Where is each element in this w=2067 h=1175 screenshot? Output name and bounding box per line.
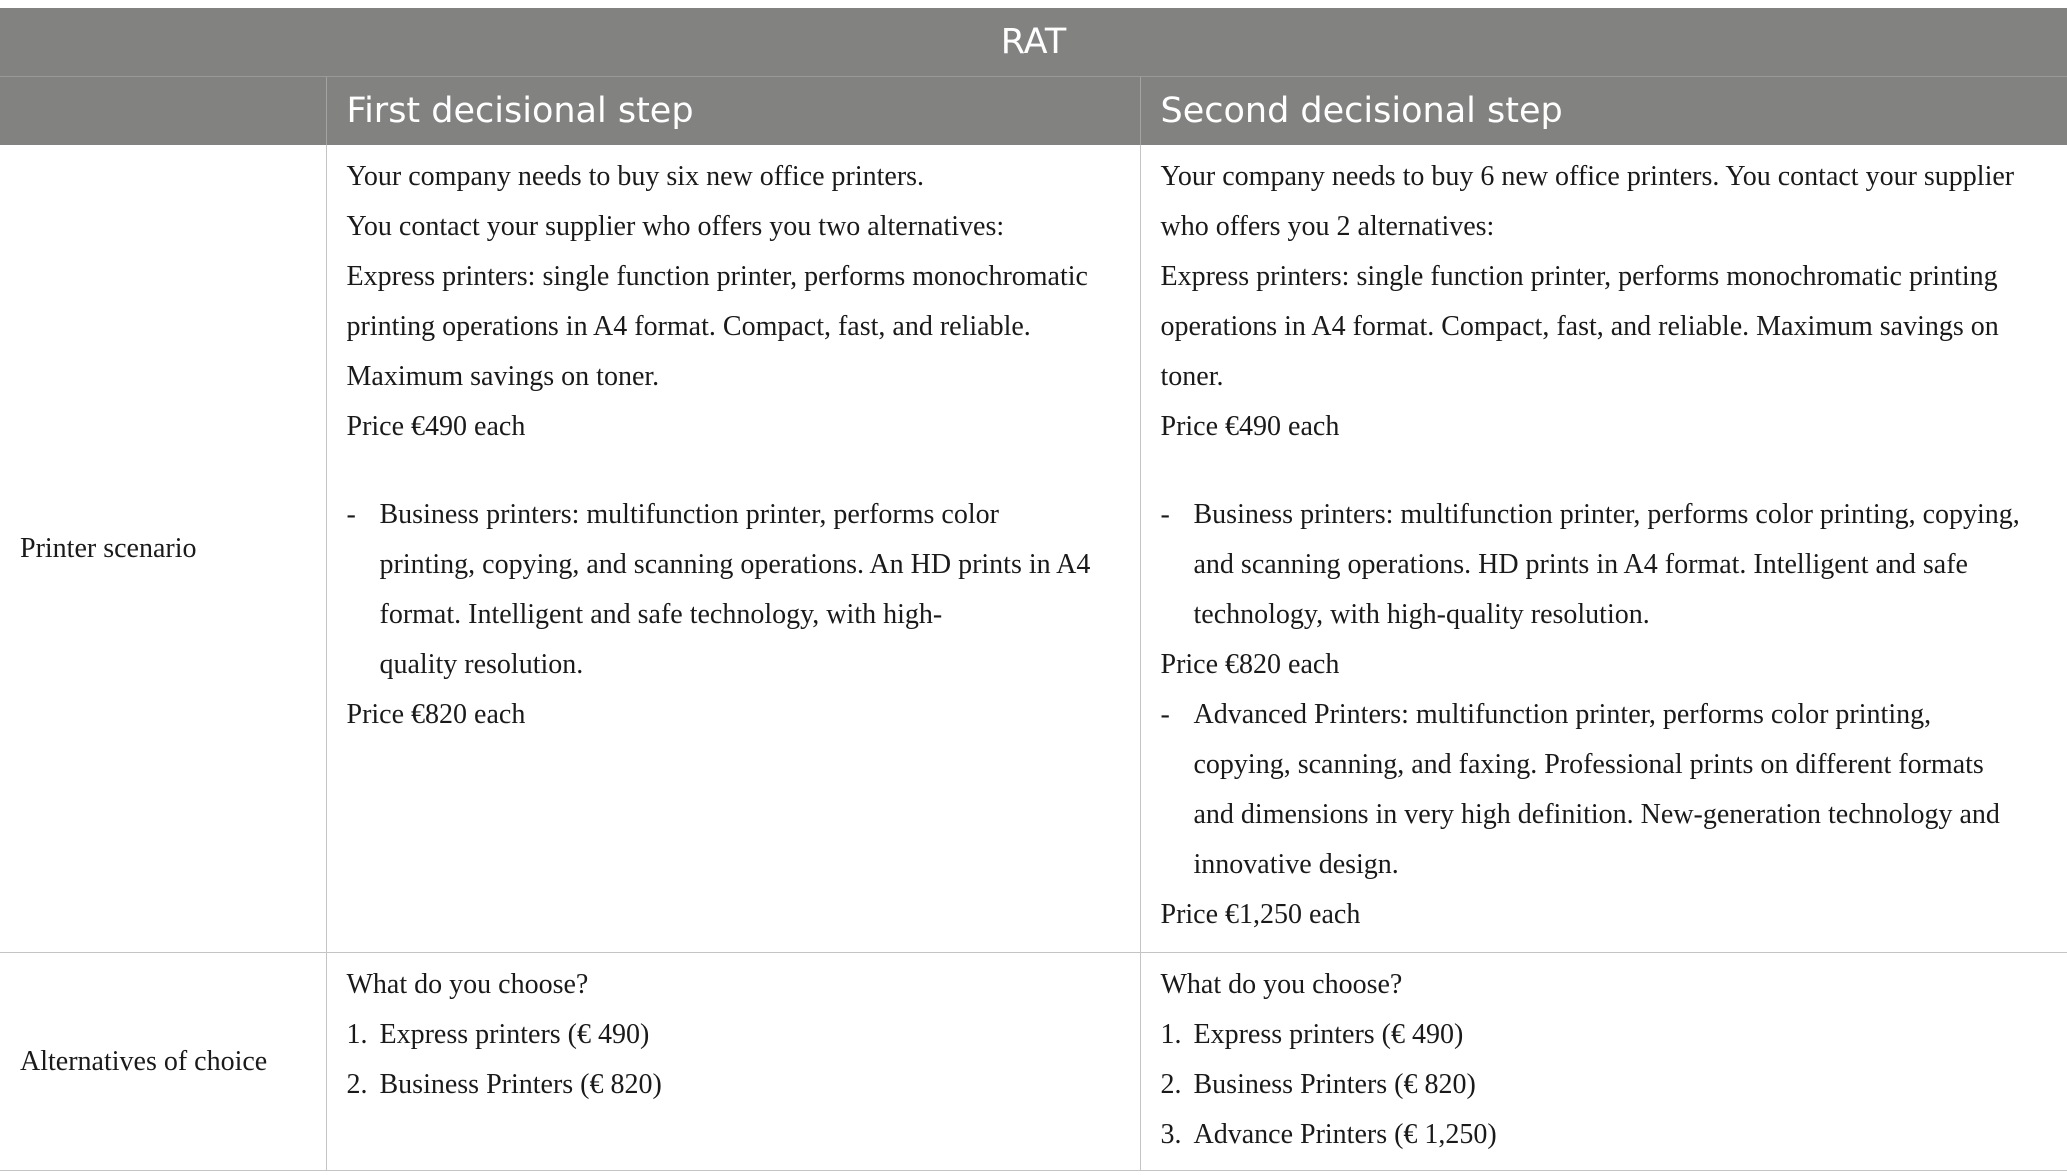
scenario-second-cell (1140, 145, 2067, 953)
header-empty-cell (0, 77, 326, 146)
dash-marker: - (1160, 499, 1170, 530)
scenario-first-line: Your company needs to buy six new office printers. (346, 161, 925, 192)
option-number: 1. (1160, 1019, 1182, 1050)
list-item-option (347, 1060, 1128, 1110)
question-text: What do you choose? (1160, 969, 1403, 1000)
item-line: printing, copying, and scanning operations. An HD prints in A4 (379, 549, 1091, 580)
alternatives-second-cell (1140, 953, 2067, 1171)
dash-marker: - (346, 499, 356, 530)
list-item-business-printers (347, 490, 1128, 690)
scenario-second-line: who offers you 2 alternatives: (1160, 211, 1495, 242)
item-line: and dimensions in very high definition. New-generation technology and (1193, 799, 2000, 830)
scenario-first-line: Maximum savings on toner. (346, 361, 660, 392)
scenario-second-price-business: Price €820 each (1160, 649, 1340, 680)
scenario-first-price-express: Price €490 each (346, 411, 526, 442)
item-line: Business printers: multifunction printer, performs color printing, copying, (1193, 499, 2020, 530)
scenario-second-line: Your company needs to buy 6 new office printers. You contact your supplier (1160, 161, 2015, 192)
item-line: copying, scanning, and faxing. Professional prints on different formats (1193, 749, 1984, 780)
question-text: What do you choose? (346, 969, 589, 1000)
item-line: quality resolution. (379, 649, 584, 680)
alternatives-first-cell (326, 953, 1140, 1171)
option-text: Express printers (€ 490) (379, 1019, 650, 1050)
option-number: 1. (346, 1019, 368, 1050)
item-line: innovative design. (1193, 849, 1399, 880)
header-first-step: First decisional step (326, 77, 1140, 146)
table-row-alternatives (0, 953, 2067, 1171)
scenario-first-cell (326, 145, 1140, 953)
option-number: 2. (346, 1069, 368, 1100)
scenario-first-line: Express printers: single function printer, performs monochromatic (346, 261, 1088, 292)
dash-marker: - (1160, 699, 1170, 730)
item-line: format. Intelligent and safe technology, with high- (379, 599, 943, 630)
table-title: RAT (0, 8, 2067, 77)
scenario-second-price-express: Price €490 each (1160, 411, 1340, 442)
scenario-second-line: Express printers: single function printer, performs monochromatic printing (1160, 261, 1998, 292)
header-second-step: Second decisional step (1140, 77, 2067, 146)
list-item-option (1161, 1060, 2055, 1110)
scenario-first-line: You contact your supplier who offers you two alternatives: (346, 211, 1005, 242)
list-item-advanced-printers (1161, 690, 2055, 890)
item-line: technology, with high-quality resolution. (1193, 599, 1650, 630)
option-text: Business Printers (€ 820) (1193, 1069, 1476, 1100)
scenario-second-line: operations in A4 format. Compact, fast, and reliable. Maximum savings on (1160, 311, 1999, 342)
item-line: and scanning operations. HD prints in A4 format. Intelligent and safe (1193, 549, 1968, 580)
scenario-second-line: toner. (1160, 361, 1224, 392)
list-item-business-printers (1161, 490, 2055, 640)
option-text: Advance Printers (€ 1,250) (1193, 1119, 1497, 1150)
row-label-alternatives: Alternatives of choice (0, 953, 326, 1171)
list-item-option (347, 1010, 1128, 1060)
rat-table (0, 8, 2067, 1171)
scenario-first-price-business: Price €820 each (346, 699, 526, 730)
scenario-first-line: printing operations in A4 format. Compact, fast, and reliable. (346, 311, 1031, 342)
option-text: Express printers (€ 490) (1193, 1019, 1464, 1050)
item-line: Business printers: multifunction printer, performs color (379, 499, 999, 530)
row-label-printer-scenario: Printer scenario (0, 145, 326, 953)
list-item-option (1161, 1110, 2055, 1160)
scenario-second-price-advanced: Price €1,250 each (1160, 899, 1361, 930)
option-number: 2. (1160, 1069, 1182, 1100)
table-row-printer-scenario (0, 145, 2067, 953)
option-text: Business Printers (€ 820) (379, 1069, 662, 1100)
option-number: 3. (1160, 1119, 1182, 1150)
item-line: Advanced Printers: multifunction printer, performs color printing, (1193, 699, 1932, 730)
list-item-option (1161, 1010, 2055, 1060)
